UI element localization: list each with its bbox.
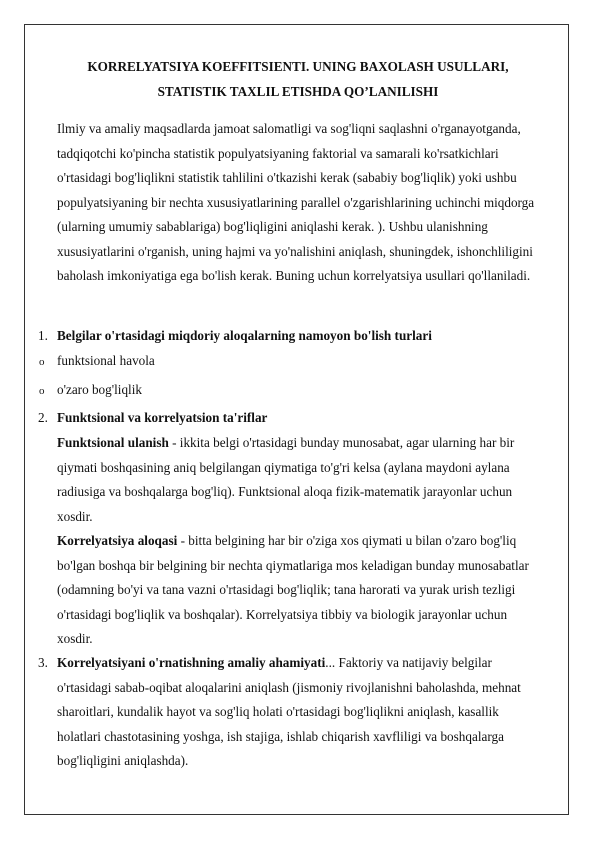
item-1-heading bbox=[57, 324, 542, 349]
sublist-marker: o bbox=[39, 385, 45, 397]
list-item: funktsional havola bbox=[57, 353, 155, 368]
correlation-term: Korrelyatsiya aloqasi bbox=[57, 533, 178, 548]
list-item: o'zaro bog'liqlik bbox=[57, 382, 142, 397]
list-marker-1: 1. bbox=[38, 328, 48, 343]
title-line-2: STATISTIK TAXLIL ETISHDA QO’LANILISHI bbox=[157, 84, 439, 99]
functional-text: - ikkita belgi o'rtasidagi bunday munosabat, agar ularning har bir qiymati boshqasining aniq belgilangan qiymatiga to'g'ri kelsa (aylana maydoni aylana radiusiga va boshqalarga bog'liq). Funktsional aloqa fizik-matematik jarayonlar uchun xosdir. bbox=[57, 435, 515, 524]
correlation-text: - bitta belgining har bir o'ziga xos qiymati u bilan o'zaro bog'liq bo'lgan boshqa bir belgining bir nechta qiymatlariga mos keladigan bunday munosabatlar (odamning bo'yi va tana vazni o'rtasidagi bog'liqlik; tana harorati va yurak urish tezligi o'rtasidagi bog'liqlik va boshqalar). Korrelyatsiya tibbiy va biologik jarayonlar uchun xosdir. bbox=[57, 533, 529, 646]
functional-term: Funktsional ulanish bbox=[57, 435, 169, 450]
sublist-marker: o bbox=[39, 356, 45, 368]
correlation-definition bbox=[57, 529, 542, 652]
intro-paragraph: Ilmiy va amaliy maqsadlarda jamoat salomatligi va sog'liqni saqlashni o'rganayotganda, tadqiqotchi ko'pincha statistik populyatsiyaning faktorial va samarali ko'rsatkichlari o'rtasidagi bog'liqlikni statistik tahlilini o'tkazishi kerak (sababiy bog'liqlik) yoki ushbu populyatsiyaning bir nechta xususiyatlarining parallel o'zgarishlarining uchinchi miqdorga (ularning umumiy sabablariga) bog'liqligini aniqlashi kerak. ). Ushbu ulanishning xususiyatlarini o'rganish, uning hajmi va yo'nalishini aniqlash, shuningdek, ishonchliligini baholash imkoniyatiga ega bo'lish kerak. Buning uchun korrelyatsiya usullari qo'llaniladi. bbox=[57, 121, 535, 283]
item-2-heading-text: Funktsional va korrelyatsion ta'riflar bbox=[57, 410, 268, 425]
item-1-heading-text: Belgilar o'rtasidagi miqdoriy aloqalarning namoyon bo'lish turlari bbox=[57, 328, 432, 343]
list-marker-2: 2. bbox=[38, 410, 48, 425]
document-title bbox=[40, 54, 556, 104]
title-line-1: KORRELYATSIYA KOEFFITSIENTI. UNING BAXOLASH USULLARI, bbox=[87, 59, 509, 74]
item-3-text: ... Faktoriy va natijaviy belgilar o'rtasidagi sabab-oqibat aloqalarini aniqlash (jismoniy rivojlanishni baholashda, mehnat sharoitlari, kundalik hayot va sog'liq holati o'rtasidagi bog'liqlikni aniqlash, kasallik holatlari chastotasining yoshga, ish stajiga, ishlab chiqarish xavfliligi va boshqalarga bog'liqligini aniqlashda). bbox=[57, 655, 521, 768]
functional-definition bbox=[57, 431, 542, 529]
list-marker-3: 3. bbox=[38, 655, 48, 670]
item-3-heading: Korrelyatsiyani o'rnatishning amaliy ahamiyati bbox=[57, 655, 326, 670]
item-2-heading bbox=[57, 406, 542, 431]
item-3-paragraph bbox=[57, 651, 542, 774]
